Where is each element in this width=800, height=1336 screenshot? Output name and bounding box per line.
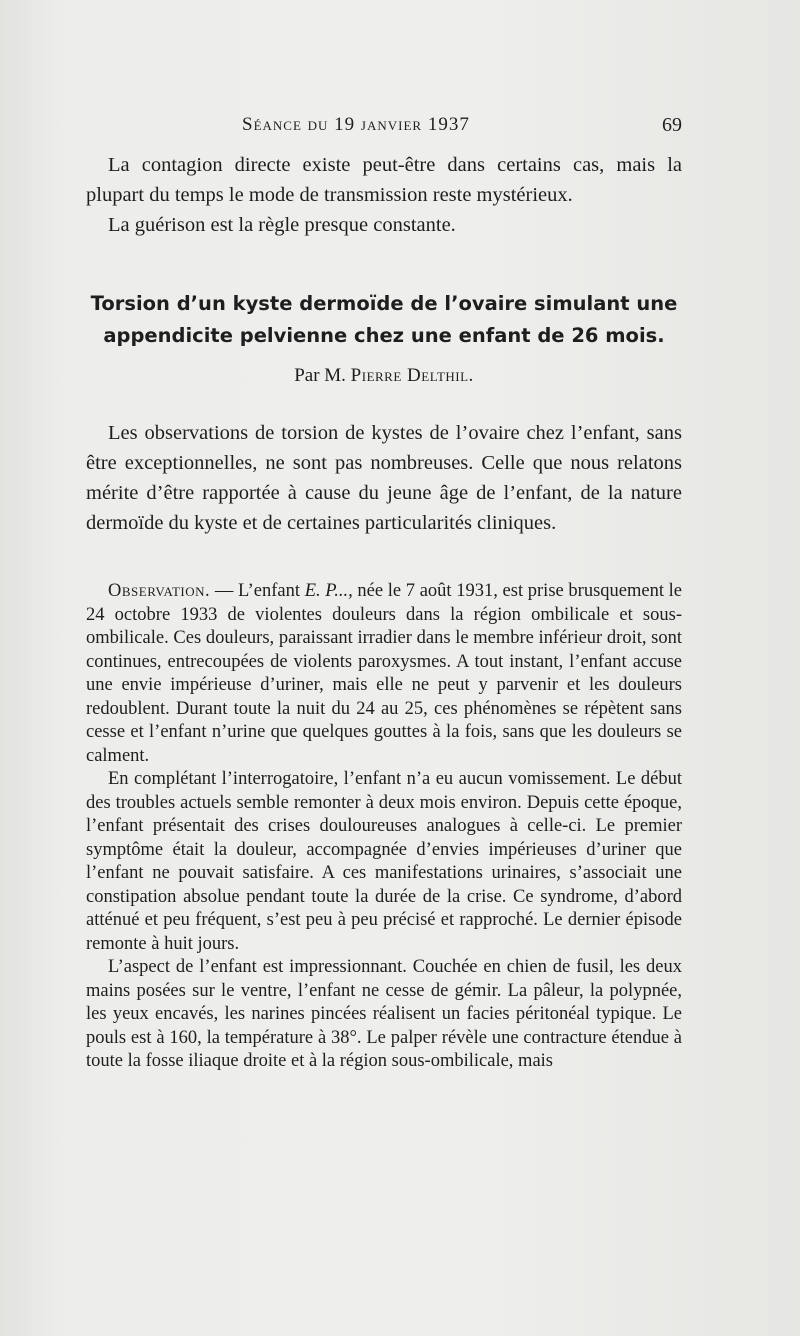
article-author [86,365,682,387]
running-title: Séance du 19 janvier 1937 [242,114,470,135]
observation-patient: E. P..., [304,581,353,601]
page-header [86,114,682,138]
body-paragraph-2: L’aspect de l’enfant est impressionnant. Couchée en chien de fusil, les deux mains posées sur le ventre, l’enfant ne cesse de gémir. La pâleur, la polypnée, les yeux encavés, les narines pincées réalisent un facies péritonéal typique. Le pouls est à 160, la température à 38°. Le palper révèle une contracture étendue à toute la fosse iliaque droite et à la région sous-ombilicale, mais [86,957,682,1071]
page-number: 69 [662,114,682,136]
article-title: Torsion d’un kyste dermoïde de l’ovaire simulant une appendicite pelvienne chez une enfant de 26 mois. [90,292,678,347]
intro-paragraph-2: La guérison est la règle presque constante. [108,214,456,236]
observation-section [86,580,682,1074]
author-prefix: Par M. [294,365,346,386]
body-paragraph-1: En complétant l’interrogatoire, l’enfant n’a eu aucun vomissement. Le début des troubles actuels semble remonter à deux mois environ. Depuis cette époque, l’enfant présentait des crises douloureuses analogues à celle-ci. Le premier symptôme était la douleur, accompagnée d’envies impérieuses d’uriner que l’enfant ne pouvait satisfaire. A ces manifestations urinaires, s’associait une constipation absolue pendant toute la durée de la crise. Ce syndrome, d’abord atténué et peu fréquent, s’est peu à peu précisé et rapproché. Le dernier épisode remonte à huit jours. [86,769,682,954]
lead-paragraph: Les observations de torsion de kystes de l’ovaire chez l’enfant, sans être exceptionnelles, ne sont pas nombreuses. Celle que nous relatons mérite d’être rapportée à cause du jeune âge de l’enfant, de la nature dermoïde du kyste et de certaines particularités cliniques. [86,422,682,534]
observation-paragraph [86,580,682,768]
observation-dash: — L’enfant [210,581,305,601]
lead-section [86,418,682,538]
intro-paragraph-1: La contagion directe existe peut-être dans certains cas, mais la plupart du temps le mode de transmission reste mystérieux. [86,154,682,206]
observation-label: Observation. [108,581,211,601]
intro-section [86,150,682,240]
observation-text: née le 7 août 1931, est prise brusquement le 24 octobre 1933 de violentes douleurs dans la région ombilicale et sous-ombilicale. Ces douleurs, paraissant irradier dans le membre inférieur droit, sont continues, entrecoupées de violents paroxysmes. A tout instant, l’enfant accuse une envie impérieuse d’uriner, mais elle ne peut y parvenir et les douleurs redoublent. Durant toute la nuit du 24 au 25, ces phénomènes se répètent sans cesse et l’enfant n’urine que quelques gouttes à la fois, sans que les douleurs se calment. [86,581,682,766]
author-name: Pierre Delthil. [350,365,474,386]
